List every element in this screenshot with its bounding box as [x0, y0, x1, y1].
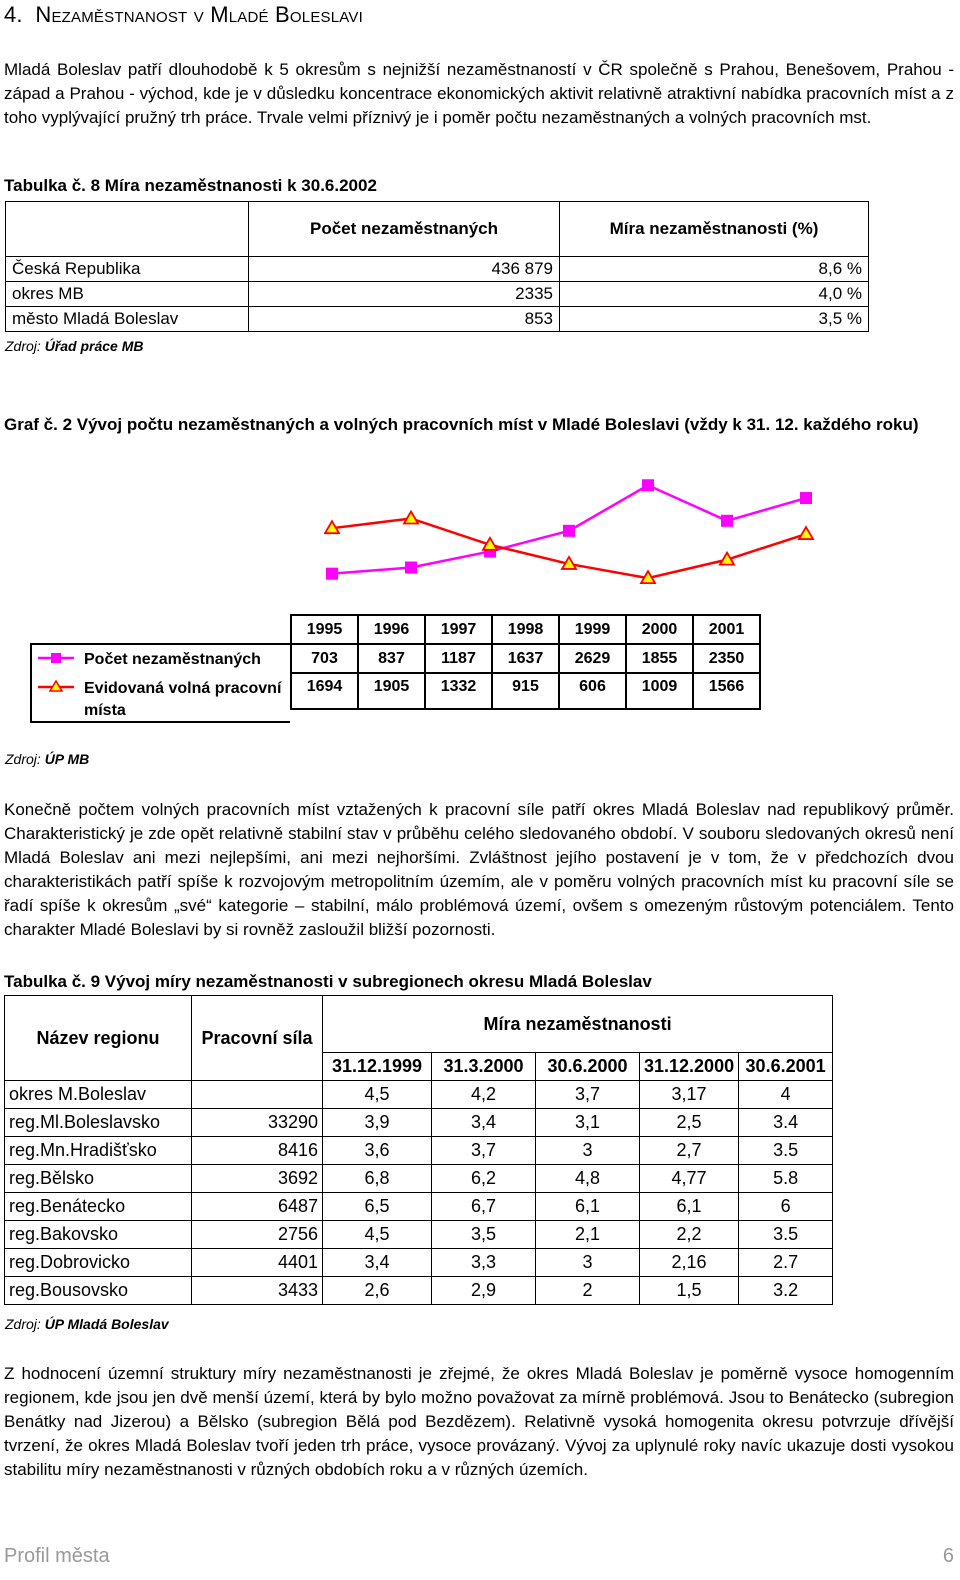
rate-cell: 4,5 [323, 1081, 432, 1109]
region-name-cell: reg.Dobrovicko [5, 1249, 192, 1277]
table-row [5, 1193, 833, 1221]
rate-cell: 3,17 [640, 1081, 739, 1109]
rate-cell: 3,1 [536, 1109, 640, 1137]
workforce-cell [192, 1081, 323, 1109]
section-number: 4. [4, 2, 23, 27]
chart-series-row-unemployed [291, 644, 760, 673]
table8-source: Zdroj: Úřad práce MB [5, 338, 144, 354]
data-point-unemployed-1999 [642, 479, 654, 491]
chart-legend [30, 643, 290, 723]
table9-date: 31.3.2000 [432, 1053, 536, 1081]
rate-cell: 2,6 [323, 1277, 432, 1305]
workforce-cell: 8416 [192, 1137, 323, 1165]
rate-cell: 3,4 [432, 1109, 536, 1137]
workforce-cell: 6487 [192, 1193, 323, 1221]
data-point-vacancies-1996 [404, 511, 418, 523]
graph2-caption: Graf č. 2 Vývoj počtu nezaměstnaných a volných pracovních míst v Mladé Boleslavi (vždy k 31. 12. každého roku) [4, 415, 919, 434]
table8-cell: 436 879 [249, 257, 560, 282]
year-cell: 1996 [358, 615, 425, 644]
table8-cell: 3,5 % [560, 307, 869, 332]
year-cell: 1995 [291, 615, 358, 644]
workforce-cell: 3692 [192, 1165, 323, 1193]
rate-cell: 3.5 [739, 1137, 833, 1165]
year-cell: 2001 [693, 615, 760, 644]
table8-header-count: Počet nezaměstnaných [249, 202, 560, 257]
value-cell: 606 [559, 673, 626, 709]
data-point-unemployed-2001 [800, 492, 812, 504]
table8-cell: 8,6 % [560, 257, 869, 282]
table9-header-rate: Míra nezaměstnanosti [323, 996, 833, 1053]
rate-cell: 3 [536, 1137, 640, 1165]
rate-cell: 2,7 [640, 1137, 739, 1165]
table8-header-rate: Míra nezaměstnanosti (%) [560, 202, 869, 257]
legend-marker-vacancies [36, 679, 76, 693]
value-cell: 837 [358, 644, 425, 673]
rate-cell: 6 [739, 1193, 833, 1221]
table8-cell: Česká Republika [6, 257, 249, 282]
rate-cell: 4 [739, 1081, 833, 1109]
table-row [5, 1165, 833, 1193]
table-row [5, 1109, 833, 1137]
value-cell: 1637 [492, 644, 559, 673]
year-cell: 2000 [626, 615, 693, 644]
rate-cell: 3,5 [432, 1221, 536, 1249]
rate-cell: 3.4 [739, 1109, 833, 1137]
section-heading [4, 2, 363, 28]
year-cell: 1999 [559, 615, 626, 644]
graph2-source: Zdroj: ÚP MB [5, 751, 90, 767]
year-cell: 1998 [492, 615, 559, 644]
region-name-cell: reg.Bělsko [5, 1165, 192, 1193]
table8-cell: 2335 [249, 282, 560, 307]
rate-cell: 3.5 [739, 1221, 833, 1249]
legend-marker-unemployed [36, 651, 76, 665]
table9-date: 30.6.2000 [536, 1053, 640, 1081]
value-cell: 2629 [559, 644, 626, 673]
table-row [5, 1221, 833, 1249]
year-cell: 1997 [425, 615, 492, 644]
table9-date: 31.12.2000 [640, 1053, 739, 1081]
table-row [6, 282, 869, 307]
footer-label: Profil města [4, 1545, 110, 1567]
value-cell: 1855 [626, 644, 693, 673]
table9-source: Zdroj: ÚP Mladá Boleslav [5, 1316, 169, 1332]
chart-data-table [290, 614, 761, 710]
table-row [5, 1277, 833, 1305]
rate-cell: 4,2 [432, 1081, 536, 1109]
value-cell: 1332 [425, 673, 492, 709]
table9-body [5, 1081, 833, 1305]
table-row [5, 1249, 833, 1277]
rate-cell: 2.7 [739, 1249, 833, 1277]
table-row [5, 1137, 833, 1165]
paragraph-2: Konečně počtem volných pracovních míst vztažených k pracovní síle patří okres Mladá Boleslav nad republikový průměr. Charakteristický je zde opět relativně stabilní stav v průběhu celého sledovaného období. V souboru sledovaných okresů není Mladá Boleslav ani mezi nejlepšími, ani mezi nejhoršími. Zvláštnost jejího postavení je v tom, že v předchozích dvou charakteristikách patří spíše k rozvojovým metropolitním územím, ale v poměru volných pracovních míst ku pracovní síle se řadí spíše k okresům „své“ kategorie – stabilní, málo problémová území, ovšem s omezeným růstovým potenciálem. Tento charakter Mladé Boleslavi by si rovněž zasloužil bližší pozornosti. [4, 800, 954, 939]
table-row [5, 1081, 833, 1109]
region-name-cell: okres M.Boleslav [5, 1081, 192, 1109]
value-cell: 915 [492, 673, 559, 709]
value-cell: 1694 [291, 673, 358, 709]
value-cell: 703 [291, 644, 358, 673]
table9-date: 30.6.2001 [739, 1053, 833, 1081]
data-point-unemployed-1995 [326, 568, 338, 580]
table8-cell: okres MB [6, 282, 249, 307]
table8-cell: 853 [249, 307, 560, 332]
rate-cell: 3,3 [432, 1249, 536, 1277]
section-title: Nezaměstnanost v Mladé Boleslavi [35, 2, 363, 27]
workforce-cell: 2756 [192, 1221, 323, 1249]
table8-cell: 4,0 % [560, 282, 869, 307]
table8-header-empty [6, 202, 249, 257]
rate-cell: 2,16 [640, 1249, 739, 1277]
data-point-unemployed-2000 [721, 515, 733, 527]
table9-date: 31.12.1999 [323, 1053, 432, 1081]
rate-cell: 6,8 [323, 1165, 432, 1193]
table8 [5, 201, 869, 332]
table-row [6, 307, 869, 332]
rate-cell: 6,7 [432, 1193, 536, 1221]
table9-header-region: Název regionu [5, 996, 192, 1081]
value-cell: 1187 [425, 644, 492, 673]
rate-cell: 5.8 [739, 1165, 833, 1193]
rate-cell: 3,4 [323, 1249, 432, 1277]
table8-header-row [6, 202, 869, 257]
workforce-cell: 3433 [192, 1277, 323, 1305]
region-name-cell: reg.Ml.Boleslavsko [5, 1109, 192, 1137]
table9 [4, 995, 833, 1305]
rate-cell: 2,9 [432, 1277, 536, 1305]
value-cell: 2350 [693, 644, 760, 673]
table9-header-workforce: Pracovní síla [192, 996, 323, 1081]
line-chart [0, 450, 960, 610]
legend-label-vacancies: Evidovaná volná pracovní místa [84, 680, 282, 719]
data-point-vacancies-2001 [799, 527, 813, 539]
rate-cell: 3,7 [536, 1081, 640, 1109]
table9-caption: Tabulka č. 9 Vývoj míry nezaměstnanosti v subregionech okresu Mladá Boleslav [4, 972, 652, 991]
rate-cell: 6,5 [323, 1193, 432, 1221]
workforce-cell: 4401 [192, 1249, 323, 1277]
region-name-cell: reg.Mn.Hradišťsko [5, 1137, 192, 1165]
rate-cell: 6,2 [432, 1165, 536, 1193]
table8-caption: Tabulka č. 8 Míra nezaměstnanosti k 30.6.2002 [4, 176, 377, 195]
region-name-cell: reg.Bakovsko [5, 1221, 192, 1249]
rate-cell: 3,7 [432, 1137, 536, 1165]
rate-cell: 4,8 [536, 1165, 640, 1193]
rate-cell: 2,5 [640, 1109, 739, 1137]
workforce-cell: 33290 [192, 1109, 323, 1137]
rate-cell: 3,6 [323, 1137, 432, 1165]
rate-cell: 2 [536, 1277, 640, 1305]
page-number: 6 [942, 1545, 954, 1567]
rate-cell: 4,77 [640, 1165, 739, 1193]
value-cell: 1009 [626, 673, 693, 709]
region-name-cell: reg.Benátecko [5, 1193, 192, 1221]
rate-cell: 4,5 [323, 1221, 432, 1249]
rate-cell: 1,5 [640, 1277, 739, 1305]
table8-cell: město Mladá Boleslav [6, 307, 249, 332]
paragraph-3: Z hodnocení územní struktury míry nezaměstnanosti je zřejmé, že okres Mladá Boleslav je poměrně vysoce homogenním regionem, kde jsou jen dvě menší území, která by bylo možno považovat za mírně problémová. Jsou to Benátecko (subregion Benátky nad Jizerou) a Bělsko (subregion Bělá pod Bezdězem). Relativně vysoká homogenita okresu potvrzuje dřívější tvrzení, že okres Mladá Boleslav tvoří jeden trh práce, vysoce provázaný. Vývoj za uplynulé roky navíc ukazuje dosti vysokou stabilitu míry nezaměstnanosti v různých obdobích roku a v různých územích. [4, 1364, 954, 1479]
data-point-unemployed-1998 [563, 525, 575, 537]
rate-cell: 3 [536, 1249, 640, 1277]
data-point-unemployed-1996 [405, 562, 417, 574]
table-row [6, 257, 869, 282]
chart-series-row-vacancies [291, 673, 760, 709]
rate-cell: 2,2 [640, 1221, 739, 1249]
rate-cell: 6,1 [536, 1193, 640, 1221]
table9-header-row [5, 996, 833, 1053]
value-cell: 1566 [693, 673, 760, 709]
rate-cell: 3,9 [323, 1109, 432, 1137]
chart-year-row [291, 615, 760, 644]
rate-cell: 6,1 [640, 1193, 739, 1221]
rate-cell: 3.2 [739, 1277, 833, 1305]
legend-label-unemployed: Počet nezaměstnaných [84, 651, 261, 668]
intro-paragraph: Mladá Boleslav patří dlouhodobě k 5 okresům s nejnižší nezaměstnaností v ČR společně s Prahou, Benešovem, Prahou - západ a Prahou - východ, kde je v důsledku koncentrace ekonomických aktivit relativně atraktivní nabídka pracovních míst a z toho vyplývající pružný trh práce. Trvale velmi příznivý je i poměr počtu nezaměstnaných a volných pracovních mst. [4, 60, 954, 127]
value-cell: 1905 [358, 673, 425, 709]
region-name-cell: reg.Bousovsko [5, 1277, 192, 1305]
rate-cell: 2,1 [536, 1221, 640, 1249]
